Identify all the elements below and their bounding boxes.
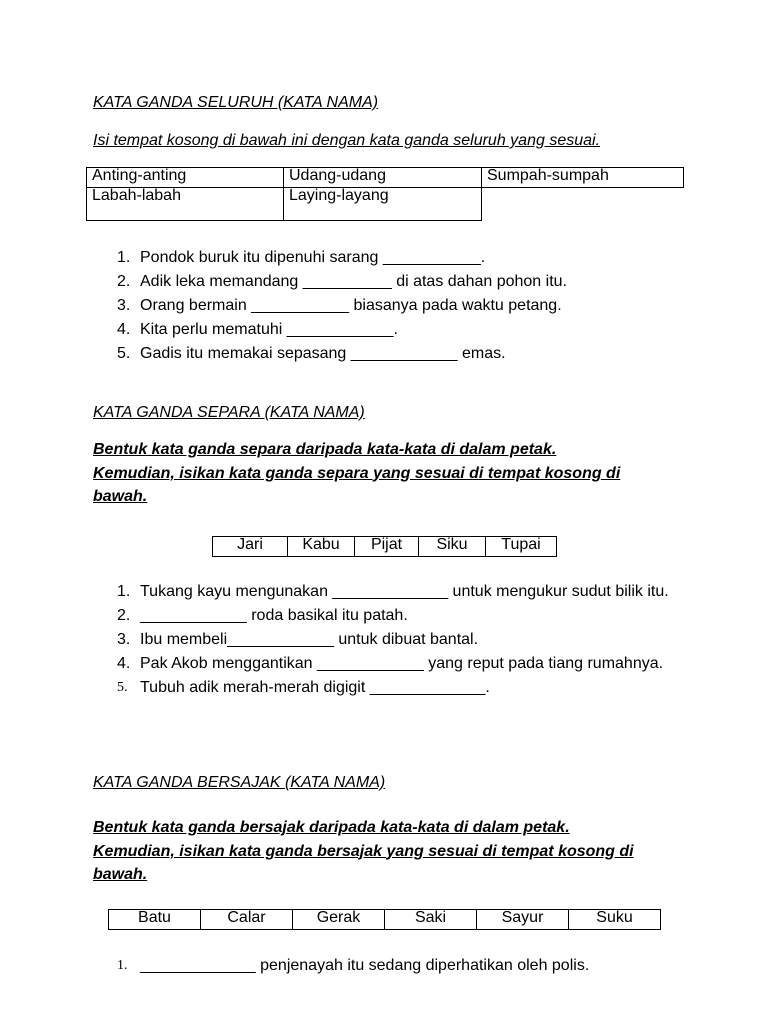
question-item bbox=[117, 246, 700, 270]
word-cell-empty bbox=[482, 188, 684, 221]
question-item bbox=[117, 604, 670, 628]
question-text: Tukang kayu mengunakan _____________ untuk mengukur sudut bilik itu. bbox=[140, 583, 669, 600]
question-text: Tubuh adik merah-merah digigit _____________. bbox=[140, 679, 490, 696]
word-cell: Suku bbox=[569, 910, 661, 930]
instruction-bersajak bbox=[93, 816, 693, 887]
word-cell: Anting-anting bbox=[87, 168, 284, 188]
question-number: 1. bbox=[117, 249, 131, 266]
word-cell: Saki bbox=[385, 910, 477, 930]
question-list-bersajak bbox=[117, 954, 700, 978]
word-table-row bbox=[213, 537, 557, 557]
instruction-line: Isi tempat kosong di bawah ini dengan kata ganda seluruh yang sesuai. bbox=[93, 132, 601, 149]
instruction-seluruh bbox=[93, 129, 693, 153]
question-item bbox=[117, 580, 670, 604]
word-cell: Labah-labah bbox=[87, 188, 284, 221]
word-cell: Tupai bbox=[486, 537, 557, 557]
question-text: Pondok buruk itu dipenuhi sarang ___________. bbox=[140, 249, 486, 266]
word-table-seluruh bbox=[86, 167, 684, 221]
word-cell: Udang-udang bbox=[284, 168, 482, 188]
word-cell: Kabu bbox=[288, 537, 355, 557]
question-text: Pak Akob menggantikan ____________ yang reput pada tiang rumahnya. bbox=[140, 655, 664, 672]
word-table-row bbox=[87, 188, 684, 221]
question-number: 3. bbox=[117, 297, 131, 314]
question-text: _____________ penjenayah itu sedang diperhatikan oleh polis. bbox=[140, 957, 590, 974]
word-table-separa bbox=[212, 536, 557, 557]
question-text: Adik leka memandang __________ di atas dahan pohon itu. bbox=[140, 273, 567, 290]
question-number: 4. bbox=[117, 655, 131, 672]
question-number: 2. bbox=[117, 607, 131, 624]
instruction-line: Bentuk kata ganda separa daripada kata-kata di dalam petak. bbox=[93, 441, 557, 458]
word-cell: Gerak bbox=[293, 910, 385, 930]
question-item bbox=[117, 270, 700, 294]
question-number: 1. bbox=[117, 958, 128, 973]
section-heading-seluruh: KATA GANDA SELURUH (KATA NAMA) bbox=[93, 94, 379, 111]
question-number: 5. bbox=[117, 345, 131, 362]
word-cell: Laying-layang bbox=[284, 188, 482, 221]
word-table-row bbox=[109, 910, 661, 930]
question-number: 5. bbox=[117, 680, 128, 695]
question-number: 4. bbox=[117, 321, 131, 338]
instruction-line: bawah. bbox=[93, 866, 148, 883]
word-table-row bbox=[87, 168, 684, 188]
question-text: ____________ roda basikal itu patah. bbox=[140, 607, 408, 624]
question-text: Orang bermain ___________ biasanya pada waktu petang. bbox=[140, 297, 562, 314]
instruction-line: Bentuk kata ganda bersajak daripada kata-kata di dalam petak. bbox=[93, 819, 570, 836]
word-cell: Pijat bbox=[355, 537, 419, 557]
section-heading-bersajak: KATA GANDA BERSAJAK (KATA NAMA) bbox=[93, 774, 386, 791]
question-item bbox=[117, 676, 670, 700]
word-cell: Calar bbox=[201, 910, 293, 930]
question-item bbox=[117, 318, 700, 342]
instruction-separa bbox=[93, 438, 693, 509]
section-heading-separa: KATA GANDA SEPARA (KATA NAMA) bbox=[93, 404, 365, 421]
instruction-line: Kemudian, isikan kata ganda bersajak yang sesuai di tempat kosong di bbox=[93, 842, 634, 860]
word-cell: Jari bbox=[213, 537, 288, 557]
question-text: Kita perlu mematuhi ____________. bbox=[140, 321, 398, 338]
word-cell: Siku bbox=[419, 537, 486, 557]
word-table-bersajak bbox=[108, 909, 661, 930]
question-item bbox=[117, 294, 700, 318]
question-list-separa bbox=[117, 580, 670, 700]
question-number: 3. bbox=[117, 631, 131, 648]
question-item bbox=[117, 954, 700, 978]
word-cell: Batu bbox=[109, 910, 201, 930]
question-number: 2. bbox=[117, 273, 131, 290]
instruction-line: Kemudian, isikan kata ganda separa yang sesuai di tempat kosong di bbox=[93, 464, 621, 482]
word-cell: Sumpah-sumpah bbox=[482, 168, 684, 188]
question-text: Gadis itu memakai sepasang ____________ emas. bbox=[140, 345, 506, 362]
question-list-seluruh bbox=[117, 246, 700, 366]
question-number: 1. bbox=[117, 583, 131, 600]
question-item bbox=[117, 342, 700, 366]
word-cell: Sayur bbox=[477, 910, 569, 930]
question-item bbox=[117, 628, 670, 652]
instruction-line: bawah. bbox=[93, 488, 148, 505]
question-item bbox=[117, 652, 670, 676]
question-text: Ibu membeli____________ untuk dibuat bantal. bbox=[140, 631, 479, 648]
